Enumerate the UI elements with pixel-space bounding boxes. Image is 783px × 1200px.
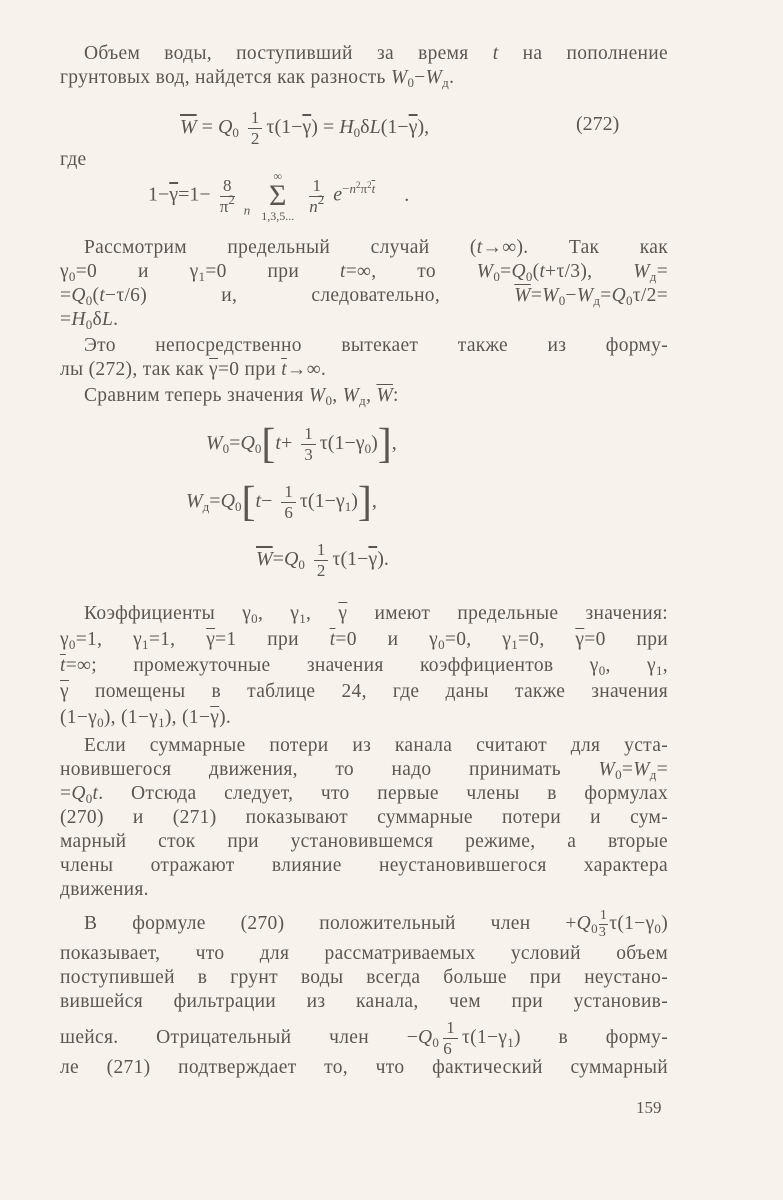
text-line: шейся. Отрицательный член $-Q_0$ $\frac{1}{6}$ $\tau(1-\gamma_1)$ в форму-	[60, 1018, 669, 1058]
text-line: Коэффициенты $\gamma_0$, $\gamma_1$, $\overline{\gamma}$ имеют предельные значения:	[84, 603, 668, 626]
text-line: ле (271) подтверждает то, что фактический суммарный	[60, 1057, 668, 1078]
text-line: где	[60, 149, 87, 170]
text-line: вившейся фильтрации из канала, чем при установив-	[60, 991, 668, 1012]
text-line: $\gamma_0=1$, $\gamma_1=1$, $\overline{\gamma}=1$ при $\overline{t}=0$ и $\gamma_0=0$, $\gamma_1=0$, $\overline{\gamma}=0$ при	[60, 629, 669, 652]
text-line: Сравним теперь значения $W_0$, $W_д$, $\overline{W}$:	[84, 385, 399, 408]
equation-wd: $W_д=Q_0[t-$ $\frac{1}{6}$ $\tau(1-\gamma_1)$],	[186, 479, 377, 526]
text-line: $\overline{\gamma}$ помещены в таблице 24, где даны также значения	[60, 681, 668, 702]
text-line: новившегося движения, то надо принимать $W_0=W_д=$	[60, 759, 668, 782]
text-line: $\gamma_0=0$ и $\gamma_1=0$ при t=∞, то $W_0=Q_0(t+\tau/3)$, $W_д=$	[60, 261, 668, 284]
text-line: $(1-\gamma_0)$, $(1-\gamma_1)$, $(1-\overline{\gamma})$.	[60, 707, 232, 730]
text-line: $=Q_0t$. Отсюда следует, что первые члены в формулах	[60, 783, 668, 806]
text-line: В формуле (270) положительный член $+Q_0$ $\frac{1}{3}$ $\tau(1-\gamma_0)$	[84, 908, 668, 940]
text-line: Рассмотрим предельный случай (t→∞). Так как	[84, 237, 669, 258]
text-line: поступившей в грунт воды всегда больше при неустано-	[60, 967, 668, 988]
text-line: $\overline{t}=\infty$; промежуточные значения коэффициентов $\gamma_0$, $\gamma_1$,	[60, 655, 668, 678]
page-number: 159	[636, 1098, 662, 1117]
equation-272: $\overline{W} = Q_0$ $\frac{1}{2}$ $\tau(1-\overline{\gamma}) = H_0\delta L(1-\overline{\gamma})$,	[180, 108, 430, 148]
equation-w0: $W_0=Q_0[t+$ $\frac{1}{3}$ $\tau(1-\gamma_0)$],	[206, 421, 397, 468]
equation-gamma-series: $1-\overline{\gamma}=1-$ $\frac{8}{\pi^2}$ $_n$ ∞ Σ 1,3,5... $\frac{1}{n^2}$ $e^{-n^2\pi^2\overline{t}}$ .	[148, 169, 410, 223]
text-line: Если суммарные потери из канала считают для уста-	[84, 735, 668, 756]
text-line: показывает, что для рассматриваемых условий объем	[60, 943, 668, 964]
text-line: движения.	[60, 879, 149, 900]
equation-w-bar: $\overline{W}=Q_0$ $\frac{1}{2}$ $\tau(1-\overline{\gamma})$.	[256, 540, 389, 580]
equation-number: (272)	[576, 113, 620, 135]
text-line: грунтовых вод, найдется как разность $W_0-W_д$.	[60, 67, 455, 90]
text-line: $=H_0\delta L$.	[60, 309, 119, 332]
text-line: марный сток при установившемся режиме, а вторые	[60, 831, 668, 852]
text-line: (270) и (271) показывают суммарные потери и сум-	[60, 807, 668, 828]
text-line: $=Q_0(t-\tau/6)$ и, следовательно, $\overline{W}=W_0-W_д=Q_0\tau/2=$	[60, 285, 668, 308]
text-line: члены отражают влияние неустановившегося характера	[60, 855, 668, 876]
text-line: Это непосредственно вытекает также из форму-	[84, 335, 668, 356]
text-line: лы (272), так как $\overline{\gamma}=0$ при $\overline{t}\to\infty$.	[60, 359, 327, 380]
text-line: Объем воды, поступивший за время t на пополнение	[84, 43, 668, 64]
